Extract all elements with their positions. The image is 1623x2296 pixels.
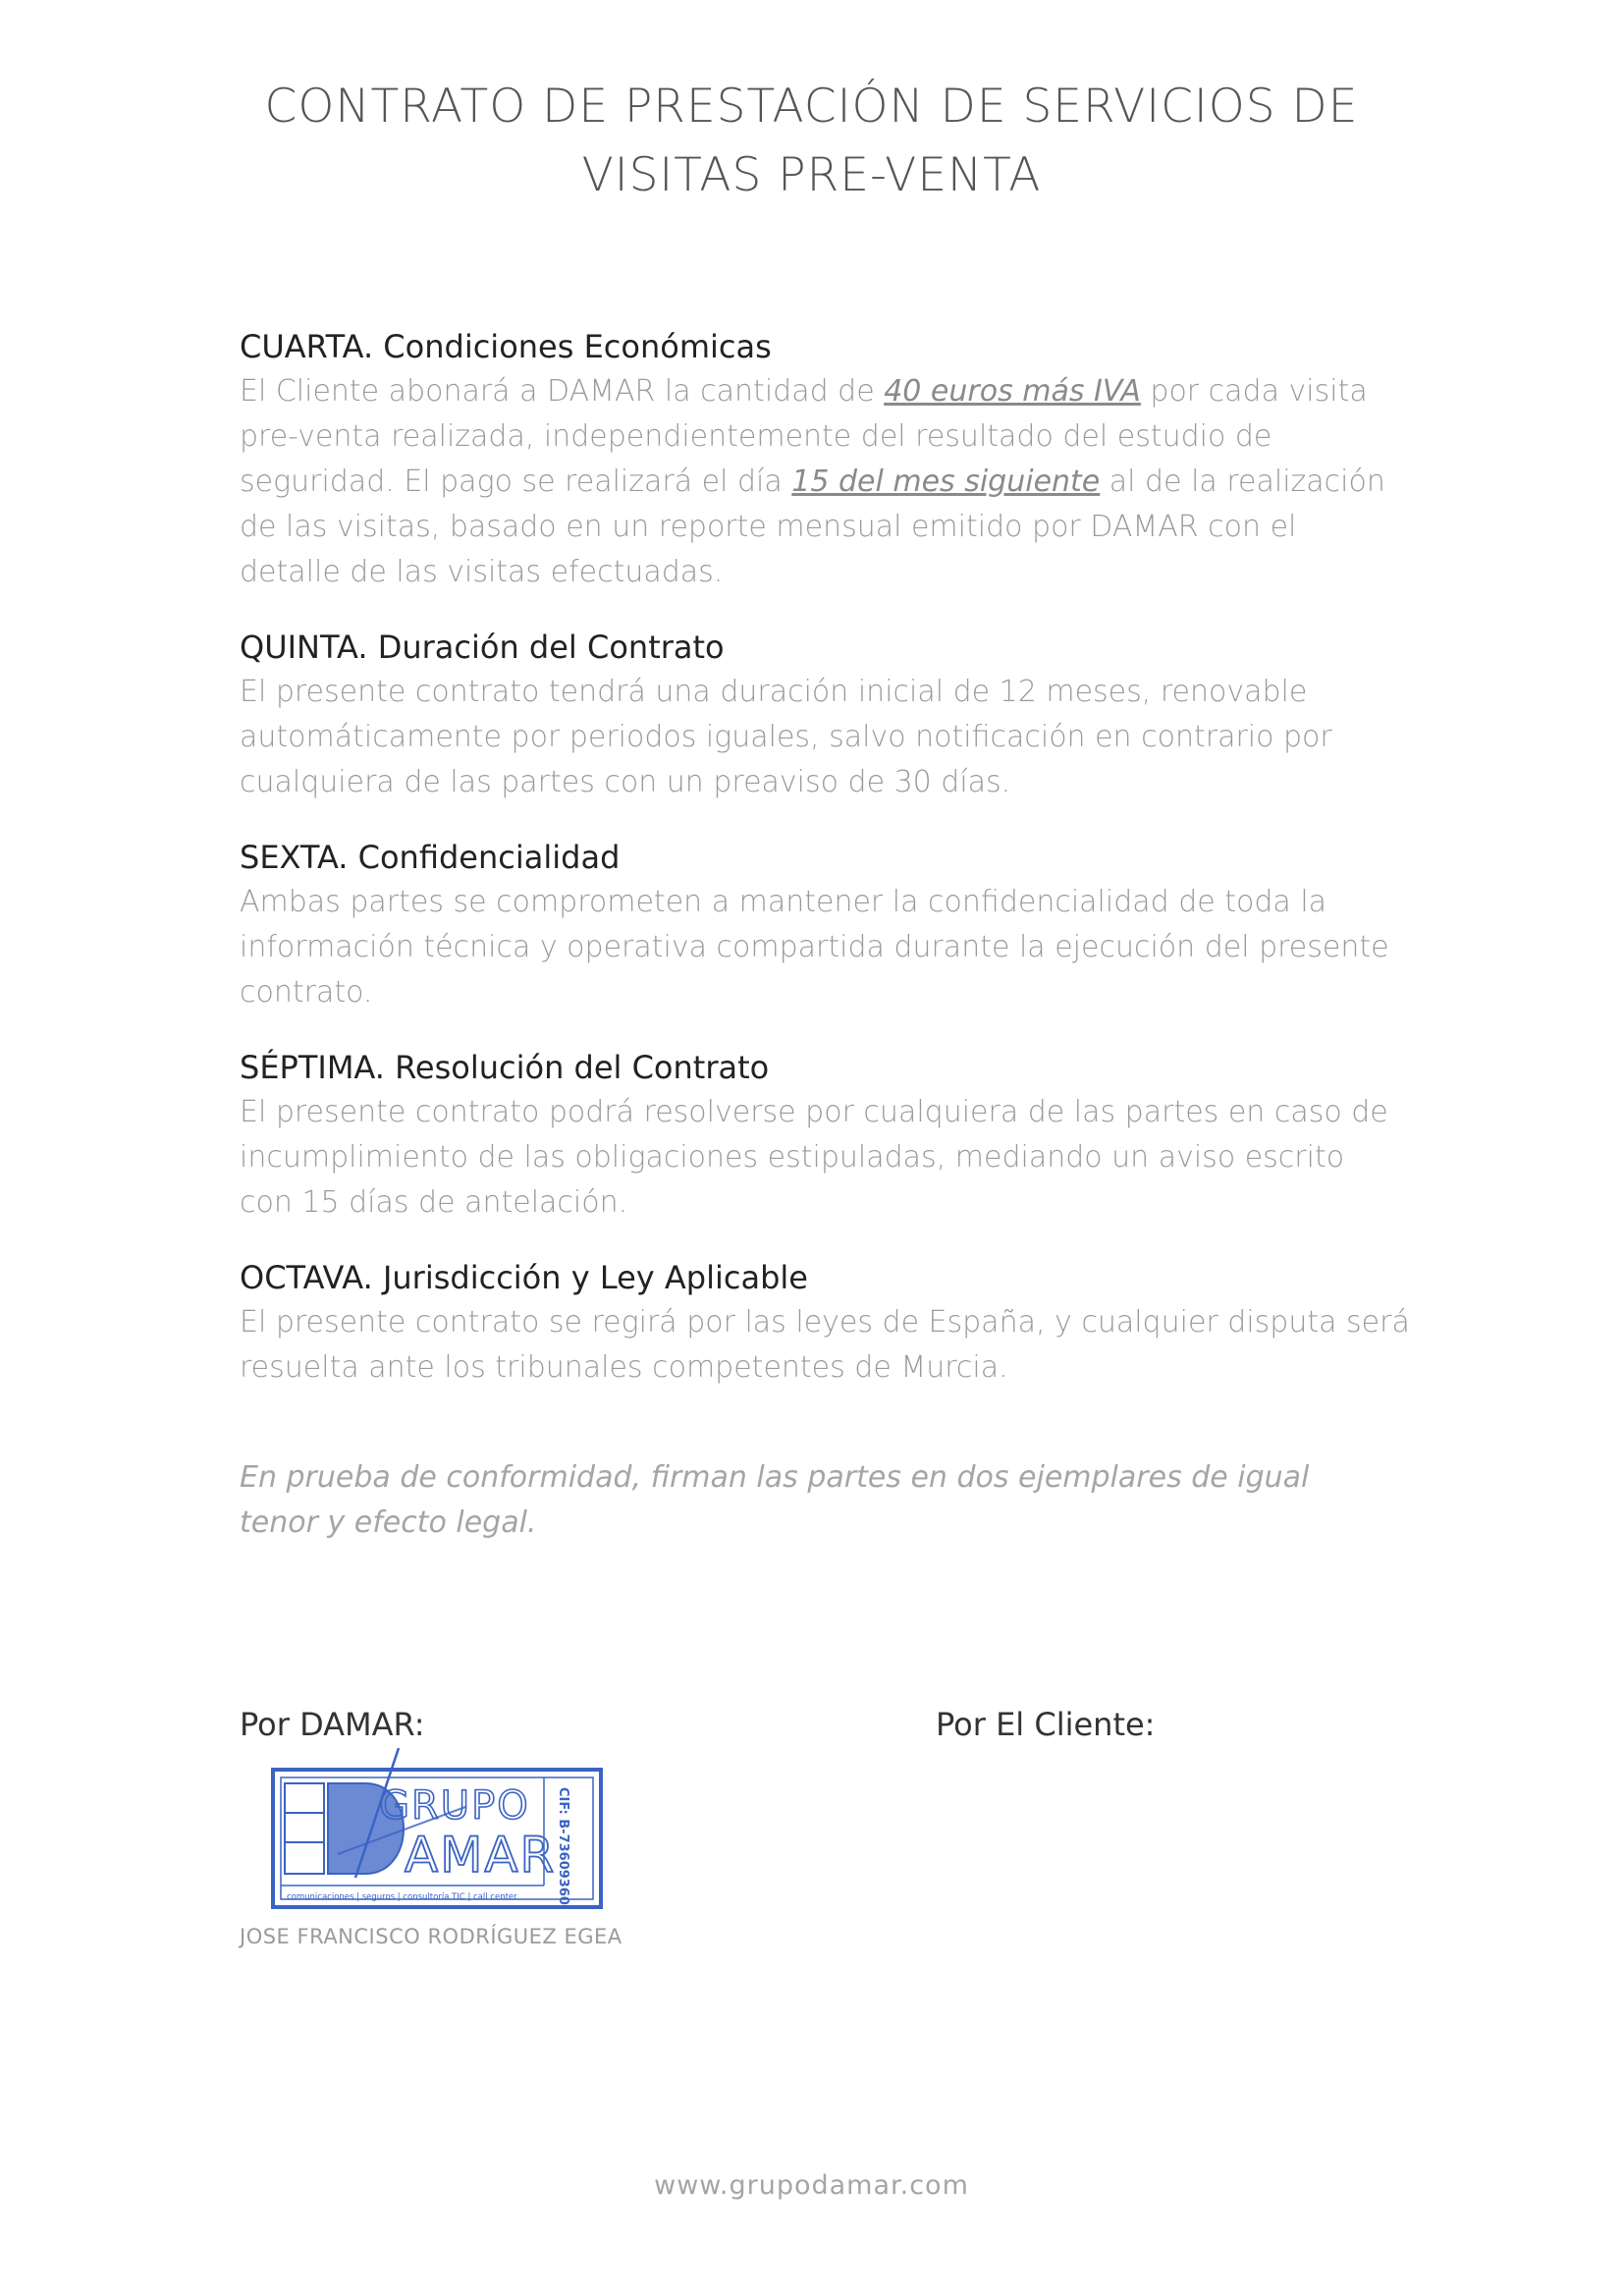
clause-line bbox=[240, 1135, 1398, 1180]
clause-line bbox=[240, 970, 1398, 1015]
footer-url: www.grupodamar.com bbox=[654, 2170, 969, 2201]
clause-text: El presente contrato se regirá por las leyes de España, y cualquier disputa será bbox=[240, 1305, 1410, 1339]
clause-line bbox=[240, 1300, 1410, 1345]
clause-line bbox=[240, 460, 1398, 505]
clause-text: por cada visita bbox=[1140, 374, 1368, 409]
stamp-tagline: comunicaciones | seguros | consultoría TIC | call center bbox=[287, 1892, 517, 1902]
clause-text: El presente contrato tendrá una duración inicial de 12 meses, renovable bbox=[240, 675, 1308, 709]
clause-line bbox=[240, 369, 1398, 414]
clause-section bbox=[240, 1255, 1410, 1391]
clause-heading: SEXTA. Confidencialidad bbox=[240, 839, 621, 876]
clause-body bbox=[240, 369, 1398, 595]
clause-text: contrato. bbox=[240, 975, 373, 1010]
clause-section bbox=[240, 835, 1398, 1015]
clause-heading: QUINTA. Duración del Contrato bbox=[240, 629, 725, 666]
clause-text: resuelta ante los tribunales competentes de Murcia. bbox=[240, 1350, 1008, 1385]
clause-section bbox=[240, 324, 1398, 595]
clause-line bbox=[240, 880, 1398, 925]
clause-body bbox=[240, 670, 1398, 805]
clause-text: pre-venta realizada, independientemente del resultado del estudio de bbox=[240, 419, 1272, 454]
stamp-word-grupo: GRUPO bbox=[379, 1783, 530, 1829]
clause-line bbox=[240, 925, 1398, 970]
clause-line bbox=[240, 1090, 1398, 1135]
clause-line bbox=[240, 414, 1398, 460]
emphasized-term: 15 del mes siguiente bbox=[791, 465, 1101, 499]
emphasized-term: 40 euros más IVA bbox=[884, 374, 1141, 409]
stamp-cif: CIF: B-73609360 bbox=[556, 1787, 570, 1905]
closing-line-2: tenor y efecto legal. bbox=[240, 1505, 537, 1540]
clause-text: de las visitas, basado en un reporte mensual emitido por DAMAR con el bbox=[240, 510, 1297, 544]
clause-line bbox=[240, 1345, 1398, 1391]
company-stamp bbox=[269, 1748, 607, 1915]
clause-line bbox=[240, 760, 1398, 805]
stamp-word-amar: AMAR bbox=[405, 1827, 557, 1884]
clause-line bbox=[240, 505, 1398, 550]
clause-text: Ambas partes se comprometen a mantener la confidencialidad de toda la bbox=[240, 885, 1327, 919]
document-title bbox=[0, 73, 1623, 210]
clause-text: con 15 días de antelación. bbox=[240, 1185, 628, 1220]
clause-body bbox=[240, 1090, 1398, 1226]
signature-label-damar: Por DAMAR: bbox=[240, 1706, 425, 1743]
clause-text: al de la realización bbox=[1100, 465, 1385, 499]
clause-body bbox=[240, 1300, 1410, 1391]
clause-text: información técnica y operativa compartida durante la ejecución del presente bbox=[240, 930, 1389, 964]
signer-name: JOSE FRANCISCO RODRÍGUEZ EGEA bbox=[240, 1925, 622, 1948]
clause-text: automáticamente por periodos iguales, salvo notificación en contrario por bbox=[240, 720, 1332, 754]
title-line-2: VISITAS PRE-VENTA bbox=[581, 148, 1042, 202]
clause-text: detalle de las visitas efectuadas. bbox=[240, 555, 724, 589]
clause-heading: SÉPTIMA. Resolución del Contrato bbox=[240, 1049, 770, 1086]
clause-text: El presente contrato podrá resolverse por cualquiera de las partes en caso de bbox=[240, 1095, 1388, 1129]
clause-line bbox=[240, 1180, 1398, 1226]
clause-text: seguridad. El pago se realizará el día bbox=[240, 465, 792, 499]
closing-line-1: En prueba de conformidad, firman las partes en dos ejemplares de igual bbox=[240, 1460, 1310, 1495]
signature-label-client: Por El Cliente: bbox=[936, 1706, 1156, 1743]
clause-text: incumplimiento de las obligaciones estipuladas, mediando un aviso escrito bbox=[240, 1140, 1345, 1175]
clause-text: El Cliente abonará a DAMAR la cantidad de bbox=[240, 374, 885, 409]
clause-section bbox=[240, 1045, 1398, 1226]
title-line-1: CONTRATO DE PRESTACIÓN DE SERVICIOS DE bbox=[264, 80, 1359, 134]
clause-section bbox=[240, 625, 1398, 805]
closing-statement bbox=[240, 1455, 1398, 1546]
clause-heading: CUARTA. Condiciones Económicas bbox=[240, 328, 772, 365]
clause-heading: OCTAVA. Jurisdicción y Ley Aplicable bbox=[240, 1259, 808, 1296]
clause-body bbox=[240, 880, 1398, 1015]
clause-line bbox=[240, 715, 1398, 760]
clause-line bbox=[240, 550, 1398, 595]
clause-line bbox=[240, 670, 1398, 715]
contract-clauses bbox=[240, 324, 1410, 1420]
clause-text: cualquiera de las partes con un preaviso de 30 días. bbox=[240, 765, 1011, 799]
